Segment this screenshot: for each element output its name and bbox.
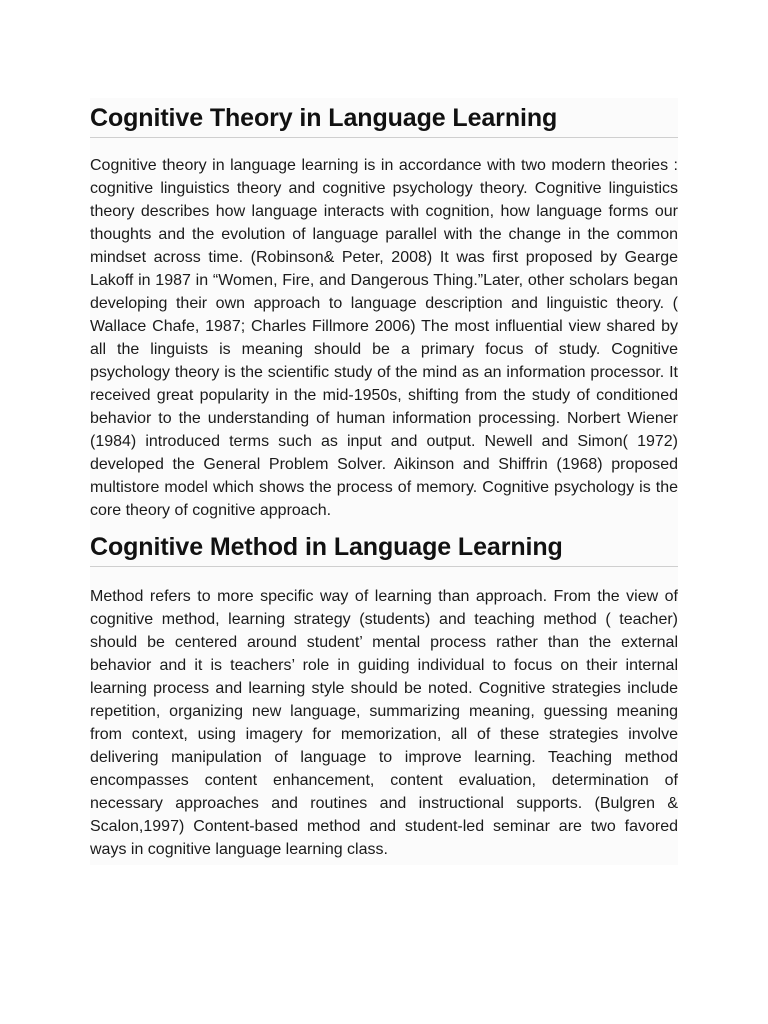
section-cognitive-method	[90, 528, 678, 865]
section-body-cognitive-method: Method refers to more specific way of learning than approach. From the view of cognitive method, learning strategy (students) and teaching method ( teacher) should be centered around student’ mental process rather than the external behavior and it is teachers’ role in guiding individual to focus on their internal learning process and learning style should be noted. Cognitive strategies include repetition, organizing new language, summarizing meaning, guessing meaning from context, using imagery for memorization, all of these strategies involve delivering manipulation of language to improve learning. Teaching method encompasses content enhancement, content evaluation, determination of necessary approaches and routines and instructional supports. (Bulgren & Scalon,1997) Content-based method and student-led seminar are two favored ways in cognitive language learning class.	[90, 588, 678, 858]
document-content	[90, 98, 678, 865]
section-title-cognitive-theory: Cognitive Theory in Language Learning	[90, 98, 678, 138]
section-title-cognitive-method: Cognitive Method in Language Learning	[90, 528, 678, 567]
section-body-cognitive-theory: Cognitive theory in language learning is in accordance with two modern theories : cognitive linguistics theory and cognitive psychology theory. Cognitive linguistics theory describes how language interacts with cognition, how language forms our thoughts and the evolution of language parallel with the change in the common mindset across time. (Robinson& Peter, 2008) It was first proposed by Gearge Lakoff in 1987 in “Women, Fire, and Dangerous Thing.”Later, other scholars began developing their own approach to language description and linguistic theory. ( Wallace Chafe, 1987; Charles Fillmore 2006) The most influential view shared by all the linguists is meaning should be a primary focus of study. Cognitive psychology theory is the scientific study of the mind as an information processor. It received great popularity in the mid-1950s, shifting from the study of conditioned behavior to the understanding of human information processing. Norbert Wiener (1984) introduced terms such as input and output. Newell and Simon( 1972) developed the General Problem Solver. Aikinson and Shiffrin (1968) proposed multistore model which shows the process of memory. Cognitive psychology is the core theory of cognitive approach.	[90, 157, 678, 519]
section-cognitive-theory	[90, 98, 678, 528]
